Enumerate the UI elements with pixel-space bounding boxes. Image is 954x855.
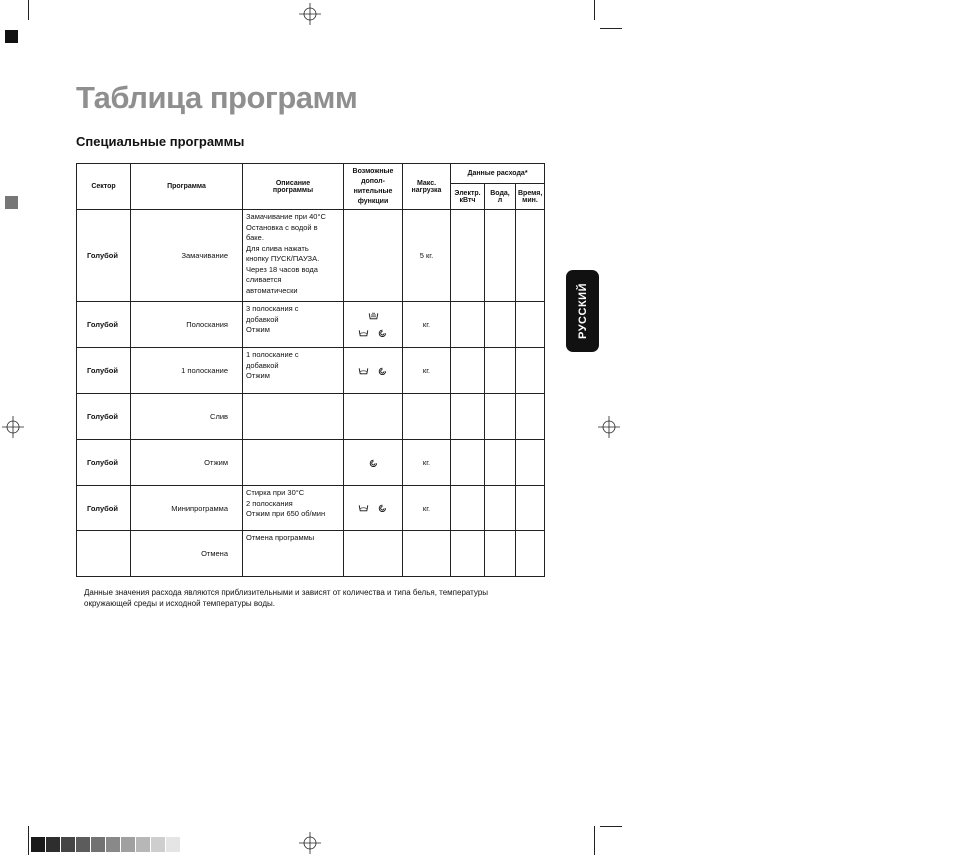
cell-program: Минипрограмма: [131, 486, 243, 531]
cell-electric: [451, 486, 485, 531]
registration-square-gray: [5, 196, 18, 209]
header-program: Программа: [131, 164, 243, 210]
spin-icon: [377, 504, 388, 512]
spin-icon: [377, 367, 388, 375]
table-row: [77, 486, 545, 531]
color-swatch: [31, 837, 45, 852]
crop-mark: [600, 28, 622, 29]
registration-crosshair-icon: [299, 3, 321, 25]
description-line: Через 18 часов вода: [246, 264, 318, 274]
description-line: Отмена программы: [246, 533, 315, 542]
description-line: добавкой: [246, 314, 279, 324]
description-line: 3 полоскания с: [246, 304, 299, 313]
cell-description: [243, 302, 344, 348]
cell-time: [516, 531, 545, 577]
description-line: Отжим при 650 об/мин: [246, 509, 326, 518]
cell-program: Слив: [131, 394, 243, 440]
cell-max-load: кг.: [403, 440, 451, 486]
cell-time: [516, 210, 545, 302]
table-row: [77, 531, 545, 577]
cell-water: [485, 348, 516, 394]
crop-mark: [594, 826, 595, 855]
cell-water: [485, 440, 516, 486]
language-tab: [566, 270, 599, 352]
cell-functions: [344, 348, 403, 394]
cell-sector: Голубой: [77, 302, 131, 348]
description-line: Отжим: [246, 325, 270, 334]
cell-water: [485, 210, 516, 302]
rinse-hold-icon: [358, 329, 369, 337]
cell-functions: [344, 531, 403, 577]
cell-electric: [451, 210, 485, 302]
cell-max-load: [403, 394, 451, 440]
description-line: Для слива нажать: [246, 243, 309, 253]
color-swatch: [76, 837, 90, 852]
cell-max-load: кг.: [403, 302, 451, 348]
table-row: [77, 302, 545, 348]
cell-description: [243, 348, 344, 394]
crop-mark: [600, 826, 622, 827]
cell-functions: [344, 440, 403, 486]
cell-water: [485, 394, 516, 440]
cell-functions: [344, 486, 403, 531]
table-row: [77, 394, 545, 440]
cell-program: Замачивание: [131, 210, 243, 302]
cell-sector: [77, 531, 131, 577]
description-line: автоматически: [246, 285, 298, 295]
cell-description: [243, 394, 344, 440]
table-row: [77, 210, 545, 302]
cell-program: Отжим: [131, 440, 243, 486]
cell-water: [485, 302, 516, 348]
cell-water: [485, 531, 516, 577]
crop-mark: [594, 0, 595, 20]
color-swatch: [166, 837, 180, 852]
cell-description: [243, 531, 344, 577]
cell-max-load: кг.: [403, 486, 451, 531]
cell-sector: Голубой: [77, 210, 131, 302]
cell-max-load: [403, 531, 451, 577]
cell-time: [516, 348, 545, 394]
cell-program: Полоскания: [131, 302, 243, 348]
header-water: Вода, л: [485, 184, 516, 210]
color-swatch: [151, 837, 165, 852]
cell-max-load: 5 кг.: [403, 210, 451, 302]
header-consumption: Данные расхода*: [451, 164, 545, 184]
description-line: Стирка при 30°C: [246, 488, 305, 497]
color-swatch: [46, 837, 60, 852]
cell-electric: [451, 440, 485, 486]
color-swatch: [106, 837, 120, 852]
color-swatch: [61, 837, 75, 852]
description-line: Отжим: [246, 371, 270, 380]
rinse-hold-icon: [358, 504, 369, 512]
description-line: 2 полоскания: [246, 498, 293, 508]
page-title: Таблица программ: [76, 80, 358, 115]
registration-crosshair-icon: [598, 416, 620, 438]
cell-time: [516, 486, 545, 531]
header-functions: Возможные допол- нительные функции: [344, 164, 403, 210]
color-swatch: [136, 837, 150, 852]
description-line: Остановка с водой в: [246, 222, 318, 232]
cell-sector: Голубой: [77, 348, 131, 394]
header-electric: Электр. кВтч: [451, 184, 485, 210]
table-row: [77, 348, 545, 394]
description-line: кнопку ПУСК/ПАУЗА.: [246, 254, 320, 263]
header-max-load: Макс. нагрузка: [403, 164, 451, 210]
cell-electric: [451, 394, 485, 440]
rinse-plus-icon: [368, 312, 379, 320]
header-sector: Сектор: [77, 164, 131, 210]
registration-crosshair-icon: [299, 832, 321, 854]
cell-sector: Голубой: [77, 440, 131, 486]
description-line: добавкой: [246, 360, 279, 370]
cell-functions: [344, 394, 403, 440]
cell-electric: [451, 531, 485, 577]
color-swatch: [121, 837, 135, 852]
table-row: [77, 440, 545, 486]
cell-program: 1 полоскание: [131, 348, 243, 394]
cell-functions: [344, 302, 403, 348]
description-line: сливается: [246, 275, 282, 284]
rinse-hold-icon: [358, 367, 369, 375]
spin-icon: [368, 459, 379, 467]
cell-description: [243, 486, 344, 531]
cell-water: [485, 486, 516, 531]
header-time: Время, мин.: [516, 184, 545, 210]
cell-max-load: кг.: [403, 348, 451, 394]
registration-square-dark: [5, 30, 18, 43]
cell-functions: [344, 210, 403, 302]
header-description: Описание программы: [243, 164, 344, 210]
cell-program: Отмена: [131, 531, 243, 577]
program-table: [76, 163, 545, 577]
cell-electric: [451, 302, 485, 348]
cell-description: [243, 440, 344, 486]
cell-description: [243, 210, 344, 302]
cell-time: [516, 440, 545, 486]
color-swatch: [91, 837, 105, 852]
section-subtitle: Специальные программы: [76, 134, 245, 149]
cell-sector: Голубой: [77, 486, 131, 531]
registration-crosshair-icon: [2, 416, 24, 438]
description-line: Замачивание при 40°C: [246, 212, 326, 221]
crop-mark: [28, 0, 29, 20]
language-tab-label: РУССКИЙ: [576, 283, 589, 339]
consumption-footnote: Данные значения расхода являются приблизительными и зависят от количества и типа белья, температуры окружающей среды и исходной температуры воды.: [84, 588, 489, 608]
cell-electric: [451, 348, 485, 394]
spin-icon: [377, 329, 388, 337]
cell-time: [516, 394, 545, 440]
description-line: 1 полоскание с: [246, 350, 299, 359]
cell-sector: Голубой: [77, 394, 131, 440]
crop-mark: [28, 826, 29, 855]
cell-time: [516, 302, 545, 348]
description-line: баке.: [246, 233, 264, 242]
